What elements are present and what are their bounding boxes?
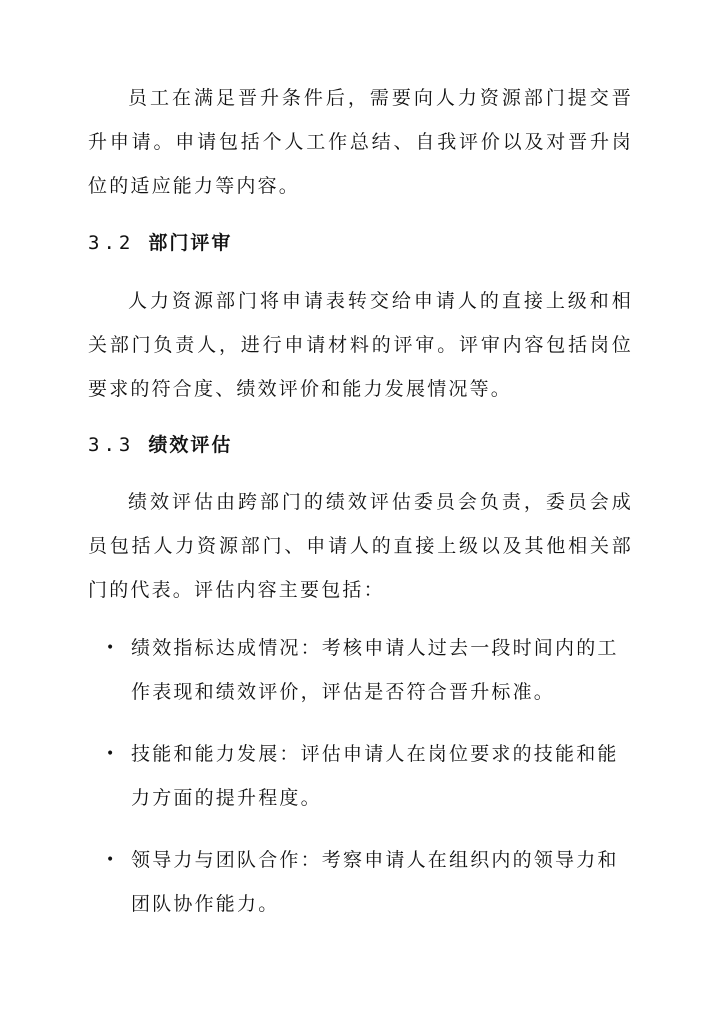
section-3-3-paragraph: 绩效评估由跨部门的绩效评估委员会负责，委员会成员包括人力资源部门、申请人的直接上级以及其他相关部门的代表。评估内容主要包括： (88, 491, 633, 601)
list-item-text: 绩效指标达成情况：考核申请人过去一段时间内的工作表现和绩效评价，评估是否符合晋升标准。 (131, 637, 619, 703)
intro-paragraph: 员工在满足晋升条件后，需要向人力资源部门提交晋升申请。申请包括个人工作总结、自我评价以及对晋升岗位的适应能力等内容。 (88, 87, 633, 197)
section-number: 3.3 (88, 434, 135, 456)
evaluation-criteria-list (88, 626, 633, 944)
section-number: 3.2 (88, 232, 135, 254)
section-heading-3-2 (88, 228, 232, 258)
section-title: 绩效评估 (148, 434, 233, 456)
section-heading-3-3 (88, 430, 232, 460)
list-item-text: 技能和能力发展：评估申请人在岗位要求的技能和能力方面的提升程度。 (131, 743, 619, 809)
bullet-icon: • (106, 640, 117, 656)
list-item-text: 领导力与团队合作：考察申请人在组织内的领导力和团队协作能力。 (131, 849, 619, 915)
bullet-icon: • (106, 746, 117, 762)
section-title: 部门评审 (148, 232, 233, 254)
list-item (88, 626, 633, 714)
list-item (88, 732, 633, 820)
section-3-2-paragraph: 人力资源部门将申请表转交给申请人的直接上级和相关部门负责人，进行申请材料的评审。评审内容包括岗位要求的符合度、绩效评价和能力发展情况等。 (88, 290, 633, 400)
bullet-icon: • (106, 852, 117, 868)
list-item (88, 838, 633, 926)
